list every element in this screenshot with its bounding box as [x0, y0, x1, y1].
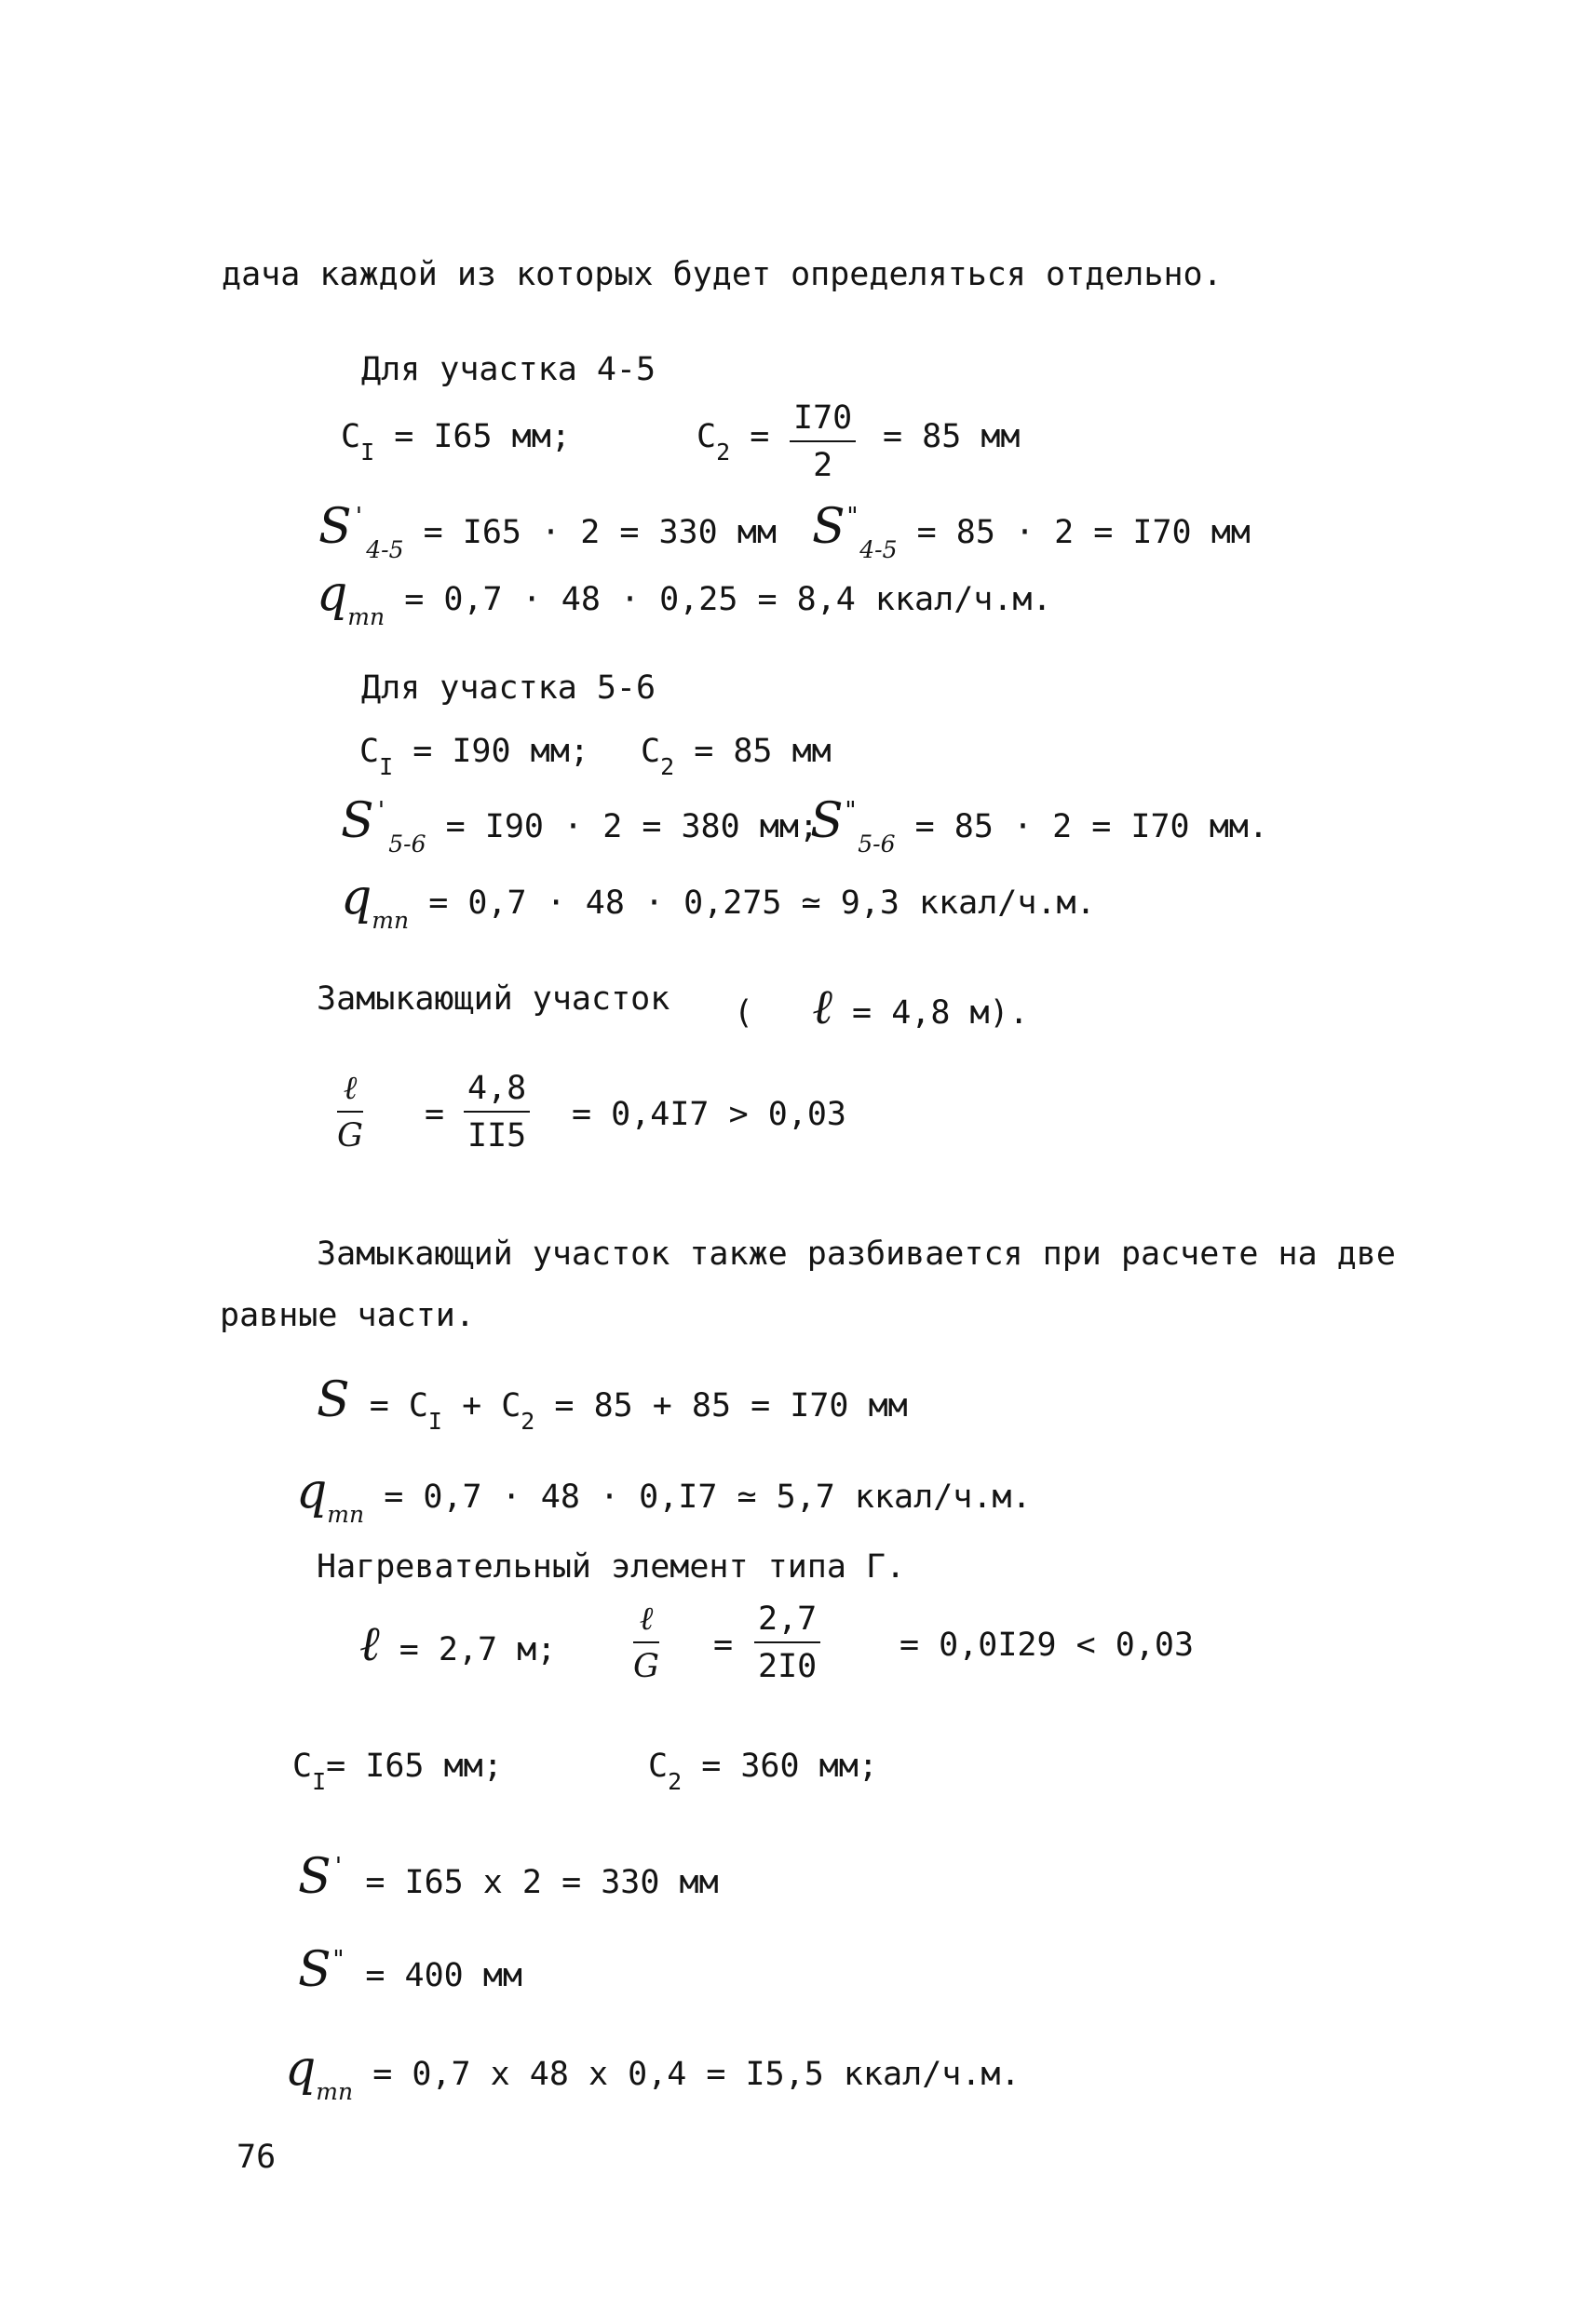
section-5-6-s1: $S'_{5-6} = I90 \cdot 2 = 380$ мм;: [341, 793, 818, 857]
section-4-5-heading: Для участка 4-5: [361, 351, 656, 388]
section-5-6-c2: $C_2 = 85$ мм: [641, 733, 832, 780]
element-g-s2: S" = 400 мм: [298, 1942, 522, 1998]
section-5-6-c1: $C_I = I90$ мм;: [359, 733, 589, 780]
closing-paragraph-line2: равные части.: [220, 1297, 475, 1334]
closing-ratio-eq: =: [425, 1096, 445, 1133]
page-number: 76: [237, 2139, 277, 2176]
element-g-heading: Нагревательный элемент типа Г.: [317, 1548, 906, 1586]
closing-length: ( ℓ = 4,8 м).: [734, 979, 1029, 1035]
element-g-ratio-eq: =: [713, 1627, 734, 1664]
closing-ratio-result: = 0,4I7 > 0,03: [572, 1096, 847, 1133]
element-g-ratio-fraction: $\frac{2,7}{2I0}$: [754, 1603, 820, 1683]
closing-q: $q_{тп} = 0,7 \cdot 48 \cdot 0,I7$ ≃ 5,7 ккал/ч.м.: [296, 1464, 1032, 1528]
element-g-s1: S' = I65 x 2 = 330 мм: [298, 1849, 719, 1905]
closing-paragraph-line1: Замыкающий участок также разбивается при расчете на две: [317, 1236, 1396, 1273]
element-g-ratio-result: = 0,0I29 < 0,03: [899, 1627, 1195, 1664]
element-g-ratio-symbol: ℓ G: [633, 1600, 659, 1685]
closing-s-formula: $S = C_I + C_2 = 85 + 85 = I70$ мм: [317, 1372, 908, 1435]
section-4-5-s1: $S'_{4-5} = I65 \cdot 2 = 330$ мм: [318, 499, 777, 563]
closing-ratio-symbol: ℓ G: [337, 1070, 363, 1154]
section-4-5-c2-fraction: $\frac{I70}{2}$: [790, 402, 856, 482]
closing-ratio-fraction: $\frac{4,8}{II5}$: [464, 1073, 530, 1153]
section-4-5-q: $q_{тп} = 0,7 \cdot 48 \cdot 0,25 = 8,4$ ккал/ч.м.: [317, 566, 1052, 630]
section-5-6-s2: $S^"_{5-6} = 85 \cdot 2 = I70$ мм.: [810, 793, 1268, 857]
element-g-q: $q_{тп} = 0,7$ x 48 x 0,4 = I5,5 ккал/ч.м.: [285, 2041, 1021, 2105]
intro-line: дача каждой из которых будет определяться отдельно.: [222, 256, 1223, 293]
section-4-5-c1: $C_I = I65$ мм;: [341, 418, 571, 466]
section-5-6-heading: Для участка 5-6: [361, 669, 656, 707]
closing-heading: Замыкающий участок: [317, 980, 670, 1018]
section-4-5-c2-result: = 85 мм: [883, 418, 1021, 455]
section-5-6-q: $q_{тп} = 0,7 \cdot 48 \cdot 0,275$ ≃ 9,3 ккал/ч.м.: [341, 870, 1096, 934]
element-g-c1: $C_I= I65$ мм;: [292, 1748, 503, 1795]
section-4-5-c2: $C_2$ =: [697, 418, 770, 466]
element-g-c2: $C_2 = 360$ мм;: [648, 1748, 878, 1795]
section-4-5-s2: $S^"_{4-5} = 85 \cdot 2 = I70$ мм: [812, 499, 1251, 563]
element-g-length: ℓ = 2,7 м;: [359, 1616, 557, 1672]
